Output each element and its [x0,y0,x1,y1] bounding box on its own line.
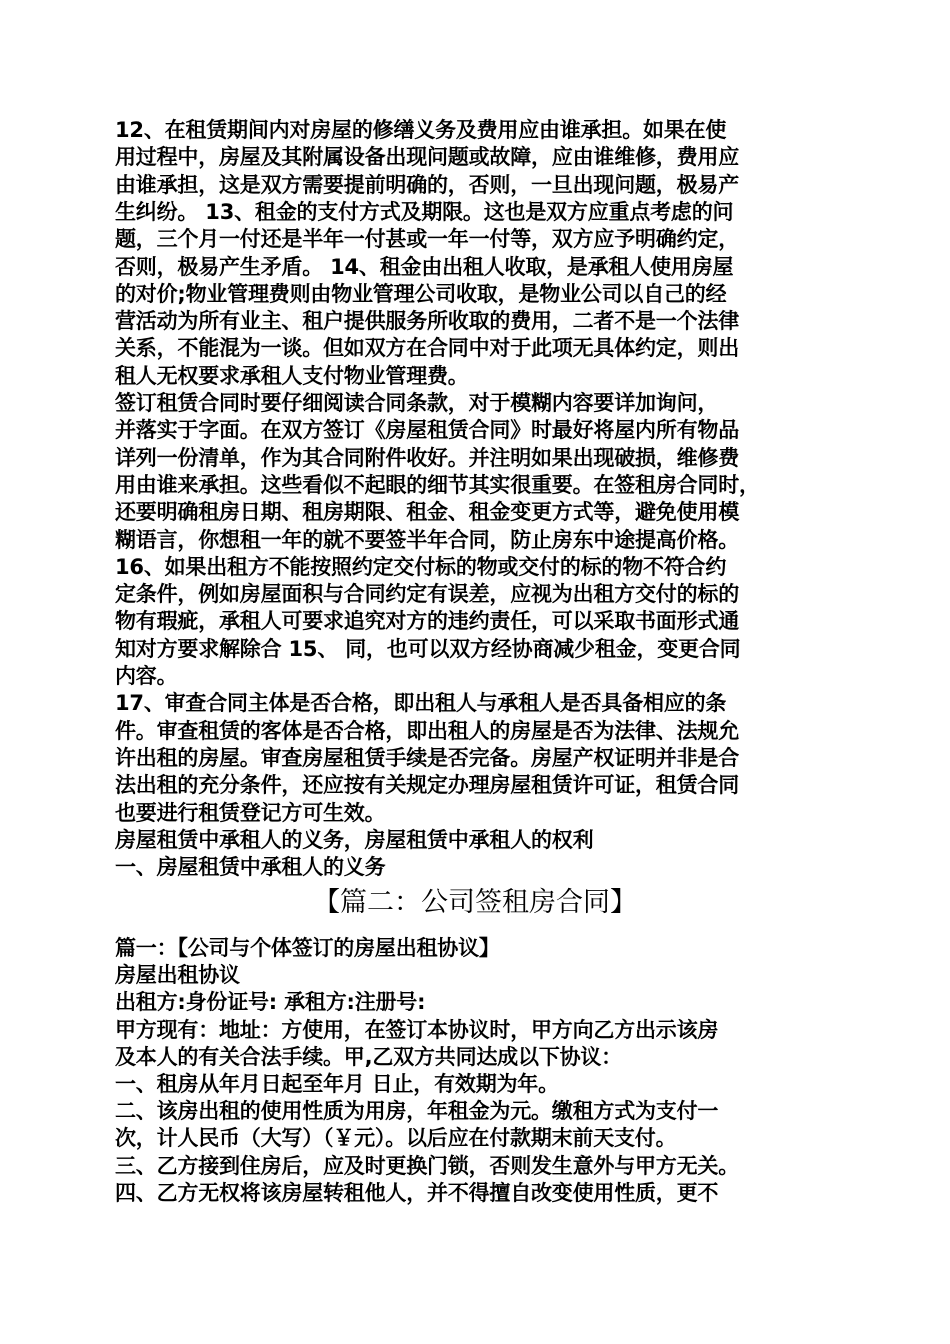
text-line: 一、租房从年月日起至年月 日止，有效期为年。 [115,1072,559,1096]
text-line: 房屋租赁中承租人的义务，房屋租赁中承租人的权利 [115,827,594,852]
text-line: 17、审查合同主体是否合格，即出租人与承租人是否具备相应的条 [115,691,727,716]
text-line: 许出租的房屋。审查房屋租赁手续是否完备。房屋产权证明并非是合 [115,745,739,770]
text-line: 营活动为所有业主、租户提供服务所收取的费用，二者不是一个法律 [115,309,739,334]
text-line: 关系，不能混为一谈。但如双方在合同中对于此项无具体约定，则出 [115,336,739,361]
text-line: 还要明确租房日期、租房期限、租金、租金变更方式等，避免使用模 [115,500,739,525]
text-line: 并落实于字面。在双方签订《房屋租赁合同》时最好将屋内所有物品 [115,418,739,443]
text-line: 否则，极易产生矛盾。 14、租金由出租人收取，是承租人使用房屋 [115,254,734,279]
text-line: 三、乙方接到住房后，应及时更换门锁，否则发生意外与甲方无关。 [115,1153,739,1178]
text-line: 糊语言，你想租一年的就不要签半年合同，防止房东中途提高价格。 [115,527,739,552]
text-line: 次，计人民币（大写）（￥元）。以后应在付款期末前天支付。 [115,1126,677,1151]
text-line: 物有瑕疵，承租人可要求追究对方的违约责任，可以采取书面形式通 [115,609,739,634]
text-line: 的对价;物业管理费则由物业管理公司收取，是物业公司以自己的经 [115,281,727,306]
text-line: 法出租的充分条件，还应按有关规定办理房屋租赁许可证，租赁合同 [115,773,739,798]
text-line: 知对方要求解除合 15、 同，也可以双方经协商减少租金，变更合同 [115,636,741,661]
text-line: 签订租赁合同时要仔细阅读合同条款，对于模糊内容要详加询问， [115,391,719,415]
text-line: 详列一份清单，作为其合同附件收好。并注明如果出现破损，维修费 [115,445,739,470]
text-line: 甲方现有：地址：方使用，在签订本协议时，甲方向乙方出示该房 [115,1017,719,1042]
text-line: 篇一：【公司与个体签订的房屋出租协议】 [115,936,500,960]
text-line: 题，三个月一付还是半年一付甚或一年一付等，双方应予明确约定， [115,227,739,252]
text-line: 12、在租赁期间内对房屋的修缮义务及费用应由谁承担。如果在使 [115,118,727,142]
text-line: 内容。 [115,664,178,688]
section-heading: 【篇二：公司签租房合同】 [313,887,637,918]
text-line: 件。审查租赁的客体是否合格，即出租人的房屋是否为法律、法规允 [115,718,739,743]
text-line: 租人无权要求承租人支付物业管理费。 [115,363,469,388]
text-line: 用由谁来承担。这些看似不起眼的细节其实很重要。在签租房合同时， [115,472,760,497]
text-line: 四、乙方无权将该房屋转租他人，并不得擅自改变使用性质，更不 [115,1180,719,1205]
text-line: 及本人的有关合法手续。甲,乙双方共同达成以下协议： [115,1044,622,1069]
text-line: 房屋出租协议 [115,963,240,988]
text-line: 二、该房出租的使用性质为用房，年租金为元。缴租方式为支付一 [115,1099,719,1124]
text-line: 出租方:身份证号: 承租方:注册号: [115,990,426,1015]
text-line: 也要进行租赁登记方可生效。 [115,800,386,825]
text-line: 生纠纷。 13、租金的支付方式及期限。这也是双方应重点考虑的问 [115,199,734,224]
text-line: 由谁承担，这是双方需要提前明确的，否则，一旦出现问题，极易产 [115,172,739,197]
text-line: 定条件，例如房屋面积与合同约定有误差，应视为出租方交付的标的 [115,582,739,607]
text-line: 一、房屋租赁中承租人的义务 [115,855,386,880]
text-line: 用过程中，房屋及其附属设备出现问题或故障，应由谁维修，费用应 [115,145,739,170]
text-line: 16、如果出租方不能按照约定交付标的物或交付的标的物不符合约 [115,554,727,579]
